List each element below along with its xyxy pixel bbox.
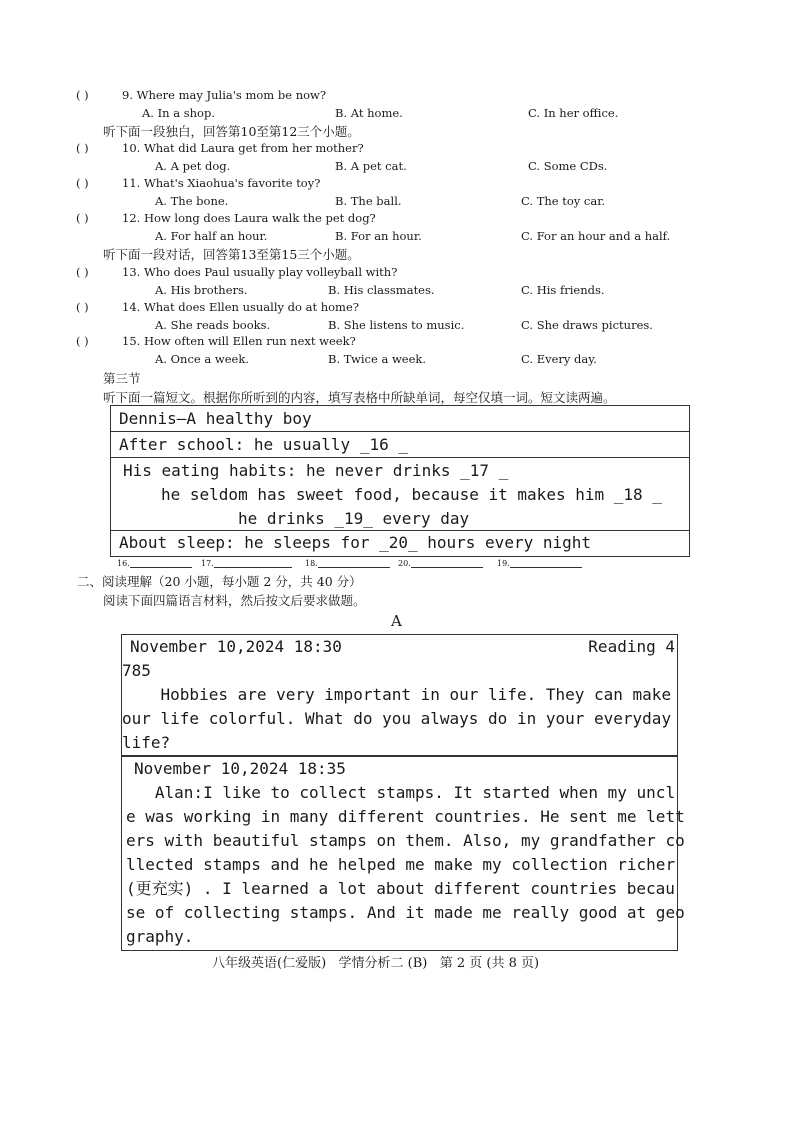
post-text-line: Alan:I like to collect stamps. It started when my uncl [126,783,676,802]
post-text-line: our life colorful. What do you always do in your everyday [122,709,672,728]
table-row [111,531,689,555]
table-sweet-food: he seldom has sweet food, because it makes him _18 _ [161,485,662,504]
option-13a: A. His brothers. [155,283,248,297]
post-text-line: 785 [122,661,151,680]
answer-blank-19[interactable]: 19. [497,559,582,568]
answer-paren-10[interactable]: ( ) [76,141,89,155]
option-10a: A. A pet dog. [155,159,231,173]
post-text-line: se of collecting stamps. And it made me really good at geo [126,903,685,922]
question-13: 13. Who does Paul usually play volleyball with? [122,265,398,279]
fill-in-table [110,405,690,557]
table-sleep: About sleep: he sleeps for _20_ hours every night [119,533,592,552]
option-12b: B. For an hour. [335,229,422,243]
option-9a: A. In a shop. [142,106,215,120]
table-title: Dennis—A healthy boy [119,409,312,428]
option-15a: A. Once a week. [155,352,249,366]
option-10b: B. A pet cat. [335,159,407,173]
option-12a: A. For half an hour. [155,229,268,243]
option-9c: C. In her office. [528,106,619,120]
answer-blank-20[interactable]: 20. [398,559,483,568]
post-text-line: Hobbies are very important in our life. They can make [122,685,672,704]
table-eating-habits: His eating habits: he never drinks _17 _ [123,461,509,480]
post-text-line: llected stamps and he helped me make my collection richer [126,855,676,874]
post-date: November 10,2024 18:30 [130,637,342,656]
post-box-1 [121,634,678,756]
table-row [111,406,689,432]
option-13b: B. His classmates. [328,283,435,297]
question-14: 14. What does Ellen usually do at home? [122,300,359,314]
answer-paren-9[interactable]: ( ) [76,88,89,102]
answer-paren-12[interactable]: ( ) [76,211,89,225]
option-15b: B. Twice a week. [328,352,427,366]
table-drinks: he drinks _19_ every day [238,509,470,528]
reading-count: Reading 4 [588,637,675,656]
post-text-line: (更充实) . I learned a lot about different countries becau [126,879,675,898]
part2-title: 二、阅读理解（20 小题，每小题 2 分，共 40 分） [77,574,362,589]
post-date: November 10,2024 18:35 [134,759,346,778]
instruction-13-15: 听下面一段对话，回答第13至第15三个小题。 [103,247,360,262]
post-text-line: e was working in many different countries. He sent me lett [126,807,685,826]
option-15c: C. Every day. [521,352,597,366]
answer-blank-17[interactable]: 17. [201,559,292,568]
option-11a: A. The bone. [155,194,229,208]
question-10: 10. What did Laura get from her mother? [122,141,364,155]
table-row [111,432,689,458]
post-text-line: ers with beautiful stamps on them. Also, my grandfather co [126,831,685,850]
part2-instruction: 阅读下面四篇语言材料，然后按文后要求做题。 [103,593,366,608]
option-14a: A. She reads books. [155,318,271,332]
option-14b: B. She listens to music. [328,318,465,332]
question-12: 12. How long does Laura walk the pet dog? [122,211,376,225]
section3-instruction: 听下面一篇短文。根据你所听到的内容，填写表格中所缺单词，每空仅填一词。短文读两遍。 [103,390,616,405]
option-11c: C. The toy car. [521,194,606,208]
instruction-10-12: 听下面一段独白，回答第10至第12三个小题。 [103,124,360,139]
question-9: 9. Where may Julia's mom be now? [122,88,327,102]
answer-paren-15[interactable]: ( ) [76,334,89,348]
table-after-school: After school: he usually _16 _ [119,435,408,454]
post-text-line: graphy. [126,927,194,946]
option-11b: B. The ball. [335,194,402,208]
table-row [111,458,689,531]
post-text-line: life? [122,733,171,752]
post-box-2 [121,756,685,951]
option-9b: B. At home. [335,106,403,120]
answer-paren-13[interactable]: ( ) [76,265,89,279]
section3-title: 第三节 [103,371,141,386]
option-12c: C. For an hour and a half. [521,229,671,243]
option-14c: C. She draws pictures. [521,318,653,332]
passage-label: A [391,612,402,630]
page-footer: 八年级英语(仁爱版) 学情分析二 (B) 第 2 页 (共 8 页) [212,956,540,971]
answer-paren-14[interactable]: ( ) [76,300,89,314]
question-15: 15. How often will Ellen run next week? [122,334,356,348]
question-11: 11. What's Xiaohua's favorite toy? [122,176,321,190]
answer-blank-18[interactable]: 18. [305,559,390,568]
answer-paren-11[interactable]: ( ) [76,176,89,190]
answer-blank-16[interactable]: 16. [117,559,192,568]
option-13c: C. His friends. [521,283,605,297]
option-10c: C. Some CDs. [528,159,608,173]
